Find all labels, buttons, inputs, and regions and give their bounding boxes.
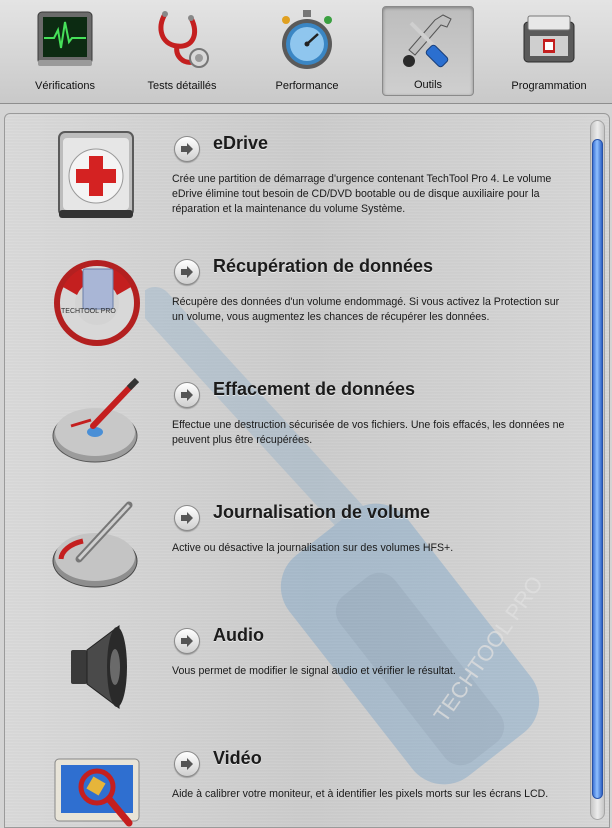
stopwatch-icon	[272, 8, 342, 72]
tool-item-recuperation	[5, 245, 589, 365]
effacement-arrow-button[interactable]	[174, 382, 200, 408]
edrive-arrow-button[interactable]	[174, 136, 200, 162]
toolbar-item-label: Programmation	[511, 80, 587, 92]
watermark-text: TECHTOOL PRO	[428, 571, 548, 727]
tool-item-audio	[5, 614, 589, 734]
tools-panel	[4, 113, 610, 828]
tool-description: Active ou désactive la journalisation sur des volumes HFS+.	[172, 542, 454, 554]
tool-item-journalisation	[5, 491, 589, 611]
hard-drive-first-aid-icon	[49, 128, 145, 224]
audio-arrow-button[interactable]	[174, 628, 200, 654]
recuperation-arrow-button[interactable]	[174, 259, 200, 285]
toolbar-item-verifications[interactable]	[19, 6, 111, 96]
tool-title[interactable]: eDrive	[213, 133, 269, 153]
toolbar-item-label: Vérifications	[35, 80, 95, 92]
tool-item-video	[5, 737, 589, 828]
scrollbar-thumb[interactable]	[592, 139, 603, 799]
toolbar-item-label: Tests détaillés	[147, 80, 217, 92]
vertical-scrollbar[interactable]	[590, 120, 605, 820]
tool-title[interactable]: Vidéo	[213, 748, 262, 768]
disc-pen-icon	[49, 497, 145, 593]
toolbar	[0, 0, 612, 104]
lifebuoy-text: TECHTOOL PRO	[61, 308, 116, 315]
tool-item-edrive	[5, 122, 589, 242]
tool-description: Aide à calibrer votre moniteur, et à identifier les pixels morts sur les écrans LCD.	[172, 788, 549, 800]
journalisation-arrow-button[interactable]	[174, 505, 200, 531]
monitor-magnifier-icon	[49, 743, 145, 828]
toolbar-item-tests-detailles[interactable]	[136, 6, 228, 96]
video-arrow-button[interactable]	[174, 751, 200, 777]
toolbar-item-label: Performance	[275, 80, 339, 92]
stethoscope-icon	[147, 8, 217, 72]
lifebuoy-icon	[49, 251, 145, 347]
tool-description: Effectue une destruction sécurisée de vos fichiers. Une fois effacés, les données ne peuvent plus être récupérées.	[172, 419, 565, 446]
tool-description: Récupère des données d'un volume endommagé. Si vous activez la Protection sur un volume, vous augmentez les chances de récupérer les données.	[172, 296, 560, 323]
tool-title[interactable]: Récupération de données	[213, 256, 434, 276]
tool-title[interactable]: Effacement de données	[213, 379, 416, 399]
tool-title[interactable]: Audio	[213, 625, 264, 645]
disc-eraser-icon	[49, 374, 145, 470]
toolbar-item-outils[interactable]	[382, 6, 474, 96]
tool-description: Vous permet de modifier le signal audio et vérifier le résultat.	[172, 665, 456, 677]
screwdriver-wrench-icon	[393, 9, 463, 73]
calendar-drive-icon	[514, 8, 584, 72]
toolbar-item-programmation[interactable]	[503, 6, 595, 96]
tool-description: Crée une partition de démarrage d'urgence contenant TechTool Pro 4. Le volume eDrive élimine tout besoin de CD/DVD bootable ou de disque auxiliaire pour la réparation et la maintenance du volume Système.	[172, 173, 552, 215]
monitor-heartbeat-icon	[30, 8, 100, 72]
tool-title[interactable]: Journalisation de volume	[213, 502, 431, 522]
tool-item-effacement	[5, 368, 589, 488]
toolbar-item-label: Outils	[413, 79, 443, 91]
toolbar-item-performance[interactable]	[261, 6, 353, 96]
speaker-icon	[49, 620, 145, 716]
